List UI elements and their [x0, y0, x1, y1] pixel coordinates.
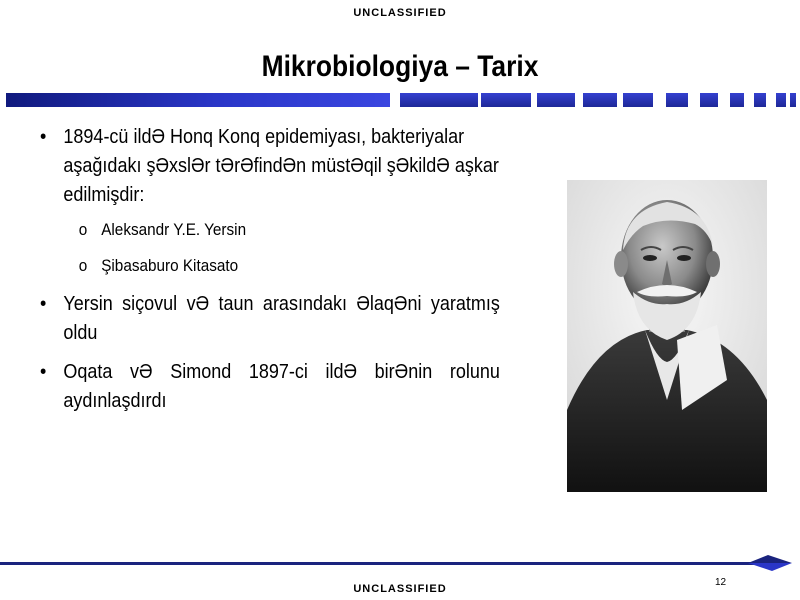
- title-bar-segment: [776, 93, 786, 107]
- title-bar-segment: [666, 93, 688, 107]
- bullet-item: [40, 290, 500, 348]
- page-number: 12: [715, 577, 727, 588]
- title-bar-segment: [730, 93, 744, 107]
- title-bar-segment: [754, 93, 766, 107]
- portrait-photo: [567, 180, 767, 492]
- classification-header: UNCLASSIFIED: [353, 7, 447, 19]
- bullet-dot: •: [40, 126, 47, 148]
- footer-divider: [0, 562, 760, 565]
- bullet-dot: •: [40, 293, 47, 315]
- sub-item: [40, 218, 500, 242]
- title-bar-segment: [481, 93, 531, 107]
- sub-bullet-marker: o: [78, 220, 88, 239]
- title-bar-segment: [790, 93, 796, 107]
- sub-bullet-marker: o: [78, 256, 88, 275]
- bullet-item: [40, 358, 500, 416]
- bullet-dot: •: [40, 361, 47, 383]
- slide-title: Mikrobiologiya – Tarix: [261, 50, 539, 83]
- classification-footer: UNCLASSIFIED: [353, 583, 447, 595]
- sub-item: [40, 254, 500, 278]
- title-bar-segment: [583, 93, 617, 107]
- title-bar-main: [6, 93, 390, 107]
- title-bar-segment: [700, 93, 718, 107]
- footer-arrow-icon: [748, 553, 792, 573]
- title-bar-segment: [400, 93, 478, 107]
- bullet-text: Oqata vƏ Simond 1897-ci ildƏ birƏnin rolunu aydınlaşdırdı: [63, 361, 500, 412]
- title-bar-segment: [623, 93, 653, 107]
- title-underline-bar: [6, 93, 796, 107]
- title-bar-segment: [537, 93, 575, 107]
- bullet-text: 1894-cü ildƏ Honq Konq epidemiyası, bakteriyalar aşağıdakı şƏxslƏr tƏrƏfindƏn müstƏqil şƏkildƏ aşkar edilmişdir:: [63, 126, 499, 206]
- portrait-illustration: [567, 180, 767, 492]
- slide-content: [40, 123, 500, 422]
- bullet-item: [40, 123, 500, 210]
- sub-item-text: Aleksandr Y.E. Yersin: [101, 220, 247, 239]
- bullet-text: Yersin siçovul vƏ taun arasındakı ƏlaqƏni yaratmış oldu: [63, 293, 500, 344]
- sub-item-text: Şibasaburo Kitasato: [101, 256, 239, 275]
